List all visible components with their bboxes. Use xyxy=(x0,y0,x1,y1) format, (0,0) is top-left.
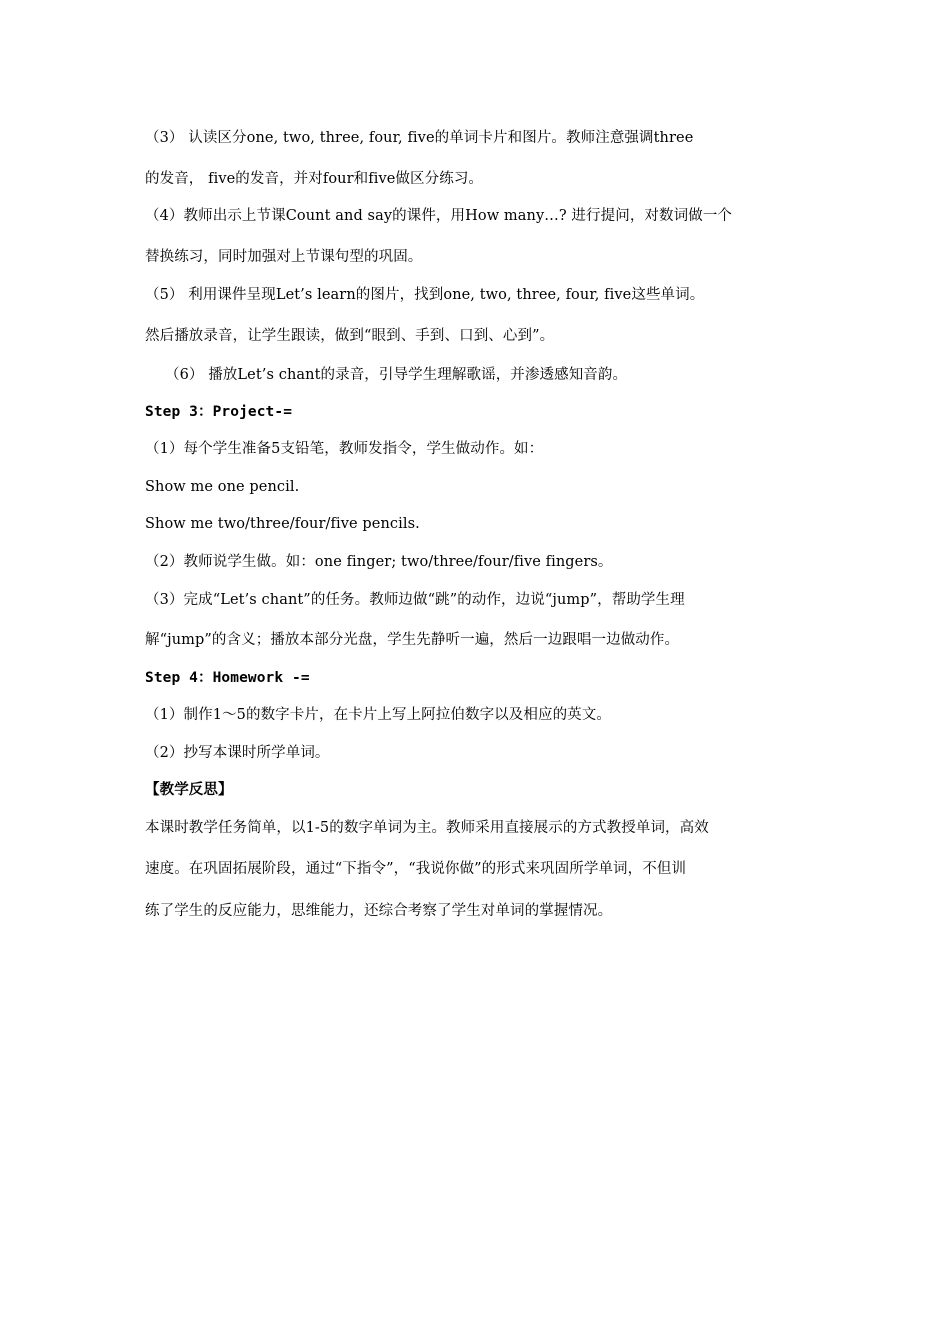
text-line: （1）每个学生准备5支铅笔，教师发指令，学生做动作。如： xyxy=(145,441,544,457)
text-line: 然后播放录音，让学生跟读，做到“眼到、手到、口到、心到”。 xyxy=(145,328,555,344)
text-line: （4）教师出示上节课Count and say的课件，用How many…? 进行提问，对数词做一个 xyxy=(145,208,733,224)
step-heading: Step 4：Homework -= xyxy=(145,670,310,686)
text-line: （2）教师说学生做。如：one finger; two/three/four/five fingers。 xyxy=(145,554,613,570)
text-line: 的发音， five的发音，并对four和five做区分练习。 xyxy=(145,171,484,187)
text-line: （1）制作1～5的数字卡片，在卡片上写上阿拉伯数字以及相应的英文。 xyxy=(145,707,611,723)
text-line: （3）完成“Let’s chant”的任务。教师边做“跳”的动作，边说“jump”，帮助学生理 xyxy=(145,592,685,608)
text-line: 替换练习，同时加强对上节课句型的巩固。 xyxy=(145,249,423,265)
text-line: 练了学生的反应能力，思维能力，还综合考察了学生对单词的掌握情况。 xyxy=(145,903,613,919)
text-line: （2）抄写本课时所学单词。 xyxy=(145,745,330,761)
section-heading: 【教学反思】 xyxy=(145,782,233,798)
text-line: 解“jump”的含义；播放本部分光盘，学生先静听一遍，然后一边跟唱一边做动作。 xyxy=(145,632,680,648)
text-line: Show me one pencil. xyxy=(145,479,300,495)
text-line: 速度。在巩固拓展阶段，通过“下指令”，“我说你做”的形式来巩固所学单词，不但训 xyxy=(145,861,687,877)
text-line: （6） 播放Let’s chant的录音，引导学生理解歌谣，并渗透感知音韵。 xyxy=(165,367,628,383)
text-line: （3） 认读区分one, two, three, four, five的单词卡片和图片。教师注意强调three xyxy=(145,130,694,146)
step-heading: Step 3：Project-= xyxy=(145,404,293,420)
text-line: Show me two/three/four/five pencils. xyxy=(145,516,420,532)
text-line: 本课时教学任务简单，以1-5的数字单词为主。教师采用直接展示的方式教授单词，高效 xyxy=(145,820,709,836)
text-line: （5） 利用课件呈现Let’s learn的图片，找到one, two, three, four, five这些单词。 xyxy=(145,287,705,303)
